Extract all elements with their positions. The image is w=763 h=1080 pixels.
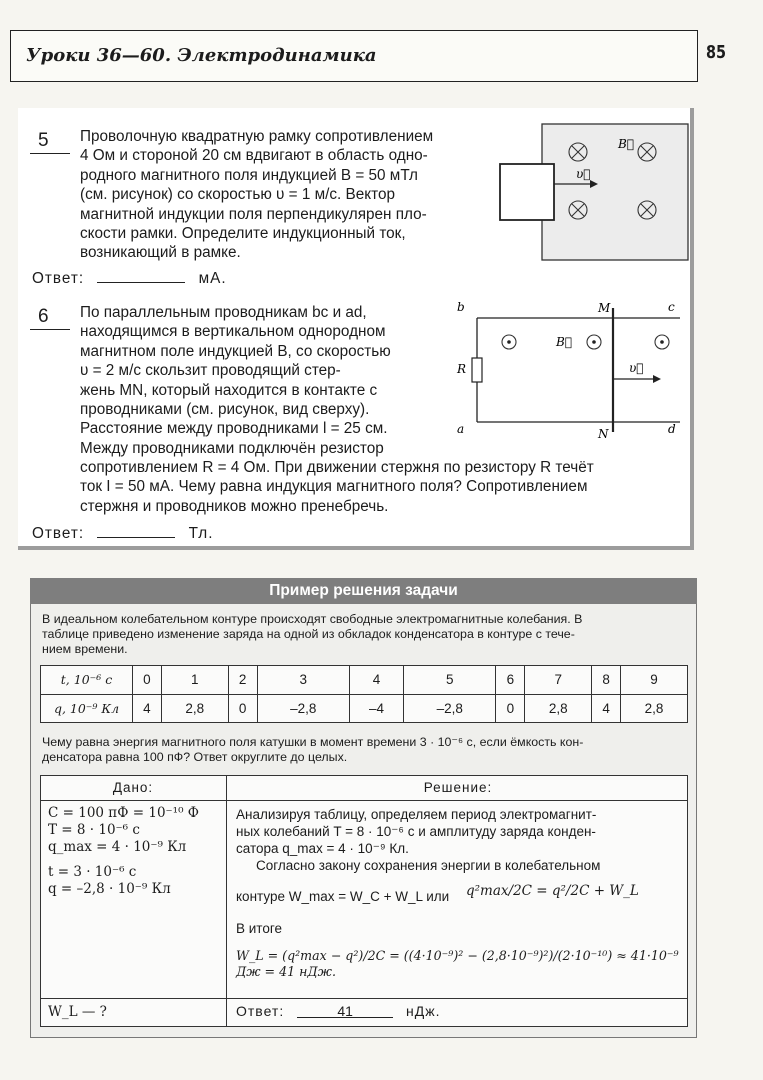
- charge-table: [40, 665, 688, 723]
- table-cell: 5: [404, 666, 496, 695]
- page-number: 85: [706, 42, 727, 63]
- problem-6-line: проводниками (см. рисунок, вид сверху).: [80, 401, 370, 419]
- answer-divider: [40, 998, 688, 999]
- answer-unit: Тл.: [188, 525, 214, 542]
- given-header: Дано:: [112, 780, 154, 795]
- table-cell: 4: [349, 666, 403, 695]
- wire-frame: [500, 164, 554, 220]
- problem-6-divider: [30, 329, 70, 330]
- answer-blank[interactable]: [97, 268, 185, 283]
- answer-label: Ответ:: [32, 525, 85, 542]
- find-quantity: W_L — ?: [48, 1004, 107, 1020]
- example-question: [42, 735, 692, 765]
- problem-6-line: жень MN, который находится в контакте с: [80, 381, 378, 399]
- answer-unit: нДж.: [406, 1003, 441, 1019]
- problem-5-line: магнитной индукции поля перпендикулярен пло-: [80, 205, 427, 223]
- table-cell: 0: [133, 666, 162, 695]
- velocity-arrowhead-icon: [653, 375, 661, 383]
- energy-balance-formula: q²max/2C = q²/2C + W_L: [466, 883, 639, 899]
- table-cell: 7: [525, 666, 592, 695]
- example-intro-line: нием времени.: [42, 642, 128, 657]
- table-cell: 9: [621, 666, 688, 695]
- field-b-label: B⃗: [618, 137, 635, 151]
- table-cell: 8: [592, 666, 621, 695]
- solution-line: ных колебаний T = 8 · 10⁻⁶ с и амплитуду заряда конден-: [236, 824, 596, 839]
- table-cell: 2,8: [525, 694, 592, 723]
- solution-line: Анализируя таблицу, определяем период электромагнит-: [236, 807, 597, 822]
- problem-6-answer: [32, 523, 213, 543]
- table-cell: 4: [592, 694, 621, 723]
- problem-5-text: [80, 127, 510, 263]
- label-b: b: [457, 300, 465, 314]
- answer-label: Ответ:: [32, 270, 85, 287]
- table-cell: 0: [496, 694, 525, 723]
- example-answer: [236, 1003, 440, 1019]
- example-question-line: Чему равна энергия магнитного поля катушки в момент времени 3 · 10⁻⁶ с, если ёмкость кон-: [42, 735, 584, 749]
- label-c: c: [668, 300, 675, 314]
- problem-6-text-wide: [80, 458, 680, 516]
- problem-5-line: Проволочную квадратную рамку сопротивлением: [80, 128, 434, 145]
- problem-6-line: магнитном поле индукцией B, со скоростью: [80, 342, 391, 360]
- solution-text: [236, 806, 688, 874]
- field-out-of-page-icon: [655, 335, 669, 349]
- problem-5-number: 5: [38, 130, 49, 151]
- magnetic-field-region: [542, 124, 688, 260]
- label-a: a: [457, 422, 465, 436]
- table-cell: –4: [349, 694, 403, 723]
- given-item: C = 100 пФ = 10⁻¹⁰ Ф: [48, 805, 200, 821]
- answer-unit: мА.: [198, 270, 227, 287]
- velocity-label: υ⃗: [576, 167, 591, 181]
- answer-label: Ответ:: [236, 1003, 285, 1019]
- table-cell: 3: [257, 666, 349, 695]
- given-item: t = 3 · 10⁻⁶ с: [48, 864, 137, 880]
- table-cell: 2,8: [621, 694, 688, 723]
- given-list: [48, 805, 224, 898]
- problem-5-figure: [498, 122, 690, 264]
- contour-text: контуре W_max = W_C + W_L или: [236, 889, 450, 904]
- solution-line: Согласно закону сохранения энергии в колебательном: [256, 858, 601, 873]
- given-item: q = –2,8 · 10⁻⁹ Кл: [48, 881, 171, 897]
- table-header-q: q, 10⁻⁹ Кл: [41, 694, 133, 723]
- problem-6-number: 6: [38, 306, 49, 327]
- example-intro: [42, 612, 692, 658]
- problem-5-line: 4 Ом и стороной 20 см вдвигают в область одно-: [80, 147, 428, 165]
- label-m: M: [598, 301, 611, 315]
- given-item: q_max = 4 · 10⁻⁹ Кл: [48, 839, 187, 855]
- solution-line: сатора q_max = 4 · 10⁻⁹ Кл.: [236, 841, 409, 856]
- table-cell: –2,8: [257, 694, 349, 723]
- problem-5-divider: [30, 153, 70, 154]
- problem-5-answer: [32, 268, 227, 288]
- table-row-charge: [41, 694, 688, 723]
- given-item: T = 8 · 10⁻⁶ с: [48, 822, 140, 838]
- problem-5-line: (см. рисунок) со скоростью υ = 1 м/с. Вектор: [80, 186, 395, 204]
- table-cell: 2,8: [161, 694, 228, 723]
- in-total-label: В итоге: [236, 921, 282, 936]
- final-formula: W_L = (q²max − q²)/2C = ((4·10⁻⁹)² − (2,8·10⁻⁹)²)/(2·10⁻¹⁰) ≈ 41·10⁻⁹ Дж = 41 нДж.: [236, 948, 679, 979]
- problem-5-line: возникающий в рамке.: [80, 244, 241, 262]
- problem-6-line: Расстояние между проводниками l = 25 см.: [80, 420, 388, 438]
- problem-6-line: сопротивлением R = 4 Ом. При движении стержня по резистору R течёт: [80, 459, 594, 476]
- solution-header: Решение:: [423, 780, 493, 795]
- answer-blank[interactable]: [97, 523, 175, 538]
- field-out-of-page-icon: [502, 335, 516, 349]
- table-cell: 2: [228, 666, 257, 695]
- table-cell: 6: [496, 666, 525, 695]
- problem-6-line: По параллельным проводникам bc и ad,: [80, 304, 367, 321]
- field-out-of-page-icon: [587, 335, 601, 349]
- column-divider: [226, 775, 227, 1027]
- table-cell: –2,8: [404, 694, 496, 723]
- example-question-line: денсатора равна 100 пФ? Ответ округлите до целых.: [42, 750, 348, 765]
- resistor-icon: [472, 358, 482, 382]
- label-n: N: [598, 427, 609, 441]
- field-b-label: B⃗: [556, 335, 573, 349]
- example-intro-line: таблице приведено изменение заряда на одной из обкладок конденсатора в контуре с тече-: [42, 627, 575, 642]
- example-intro-line: В идеальном колебательном контуре происходят свободные электромагнитные колебания. В: [42, 612, 583, 626]
- table-cell: 1: [161, 666, 228, 695]
- problem-6-line: стержня и проводников можно пренебречь.: [80, 497, 389, 515]
- problem-6-line: ток I = 50 мА. Чему равна индукция магнитного поля? Сопротивлением: [80, 478, 588, 496]
- problem-6-text: [80, 303, 452, 458]
- label-r: R: [457, 362, 467, 376]
- label-d: d: [668, 422, 676, 436]
- problem-5-line: скости рамки. Определите индукционный ток,: [80, 225, 406, 243]
- problem-6-line: Между проводниками подключён резистор: [80, 439, 384, 457]
- problem-5-line: родного магнитного поля индукцией B = 50 мТл: [80, 166, 418, 184]
- answer-value: 41: [297, 1003, 393, 1018]
- table-row-time: [41, 666, 688, 695]
- problem-6-line: υ = 2 м/с скользит проводящий стер-: [80, 362, 341, 380]
- table-header-t: t, 10⁻⁶ с: [41, 666, 133, 695]
- table-cell: 4: [133, 694, 162, 723]
- table-cell: 0: [228, 694, 257, 723]
- chapter-title: Уроки 36—60. Электродинамика: [26, 45, 377, 66]
- problem-6-figure: [455, 300, 685, 442]
- header-divider: [40, 800, 688, 801]
- problem-6-line: находящимся в вертикальном однородном: [80, 323, 386, 341]
- velocity-label: υ⃗: [629, 361, 644, 375]
- example-title: Пример решения задачи: [30, 578, 697, 604]
